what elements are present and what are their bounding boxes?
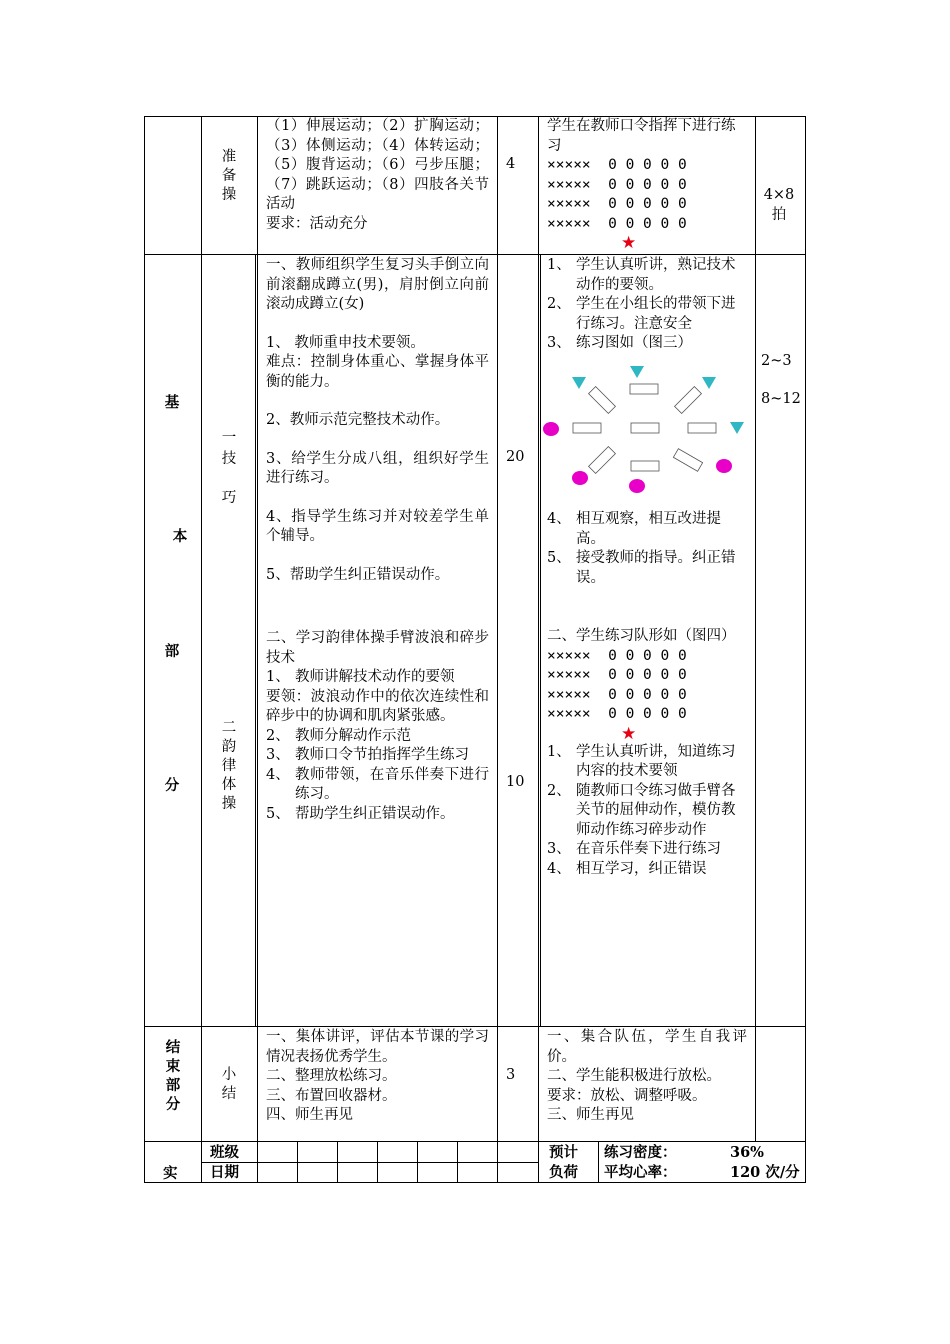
- warmup-time: 4: [506, 156, 516, 172]
- item-num: 1、: [266, 669, 290, 685]
- content-item: [266, 727, 489, 747]
- rhythm-org: [547, 627, 747, 879]
- org-text: 接受教师的指导。纠正错误。: [576, 550, 736, 586]
- org-text: 相互观察，相互改进提高。: [576, 511, 721, 547]
- footer-hr-value: 120 次/分: [730, 1164, 800, 1181]
- formation-row: ××××× 0 0 0 0 0: [547, 706, 687, 722]
- item-text: 教师讲解技术动作的要领: [295, 669, 455, 685]
- content-line: 一、集体讲评，评估本节课的学习情况表扬优秀学生。: [266, 1029, 489, 1065]
- formation-row: ××××× 0 0 0 0 0: [547, 196, 687, 212]
- basic-part-char: 分: [164, 777, 180, 794]
- rule-v2: [201, 116, 202, 1183]
- content-item: [266, 746, 489, 766]
- org-item: [547, 840, 747, 860]
- item-text: 教师口令节拍指挥学生练习: [295, 747, 469, 763]
- rhythm-category-char: 操: [221, 796, 237, 812]
- item-num: 2、: [266, 727, 290, 744]
- tumbling-time: 20: [506, 449, 525, 465]
- org-item: [547, 295, 747, 334]
- tumbling-org: [547, 256, 747, 354]
- footer-grid-v: [377, 1141, 378, 1182]
- org-intro: 二、学生练习队形如（图四）: [547, 628, 736, 644]
- org-num: 4、: [547, 511, 571, 527]
- rule-basic-bottom: [144, 1026, 806, 1027]
- end-category: [219, 1066, 239, 1104]
- org-item: [547, 549, 747, 588]
- warmup-load: 4×8拍: [763, 187, 795, 223]
- footer-grid-v: [497, 1141, 498, 1182]
- formation-row: ××××× 0 0 0 0 0: [547, 176, 687, 193]
- item-num: 4、: [266, 766, 290, 783]
- end-part-char: 部: [165, 1077, 181, 1094]
- item-num: 5、: [266, 805, 290, 822]
- formation-row: ××××× 0 0 0 0 0: [547, 215, 687, 232]
- content-item: [266, 766, 489, 805]
- rule-footer-mid: [201, 1162, 538, 1163]
- end-category-char: 结: [221, 1086, 237, 1102]
- end-org: [547, 1028, 747, 1126]
- rhythm-category-char: 韵: [221, 739, 237, 755]
- mat-rect: [630, 384, 658, 394]
- footer-hr-label: 平均心率：: [604, 1164, 677, 1181]
- basic-part-char: 本: [172, 528, 188, 545]
- warmup-category: 准备操: [221, 149, 237, 203]
- circle-marker-icon: [543, 422, 559, 436]
- warmup-content-line: （1）伸展运动；（2）扩胸运动；（3）体侧运动；（4）体转运动；（5）腹背运动；（6）弓步压腿；（7）跳跃运动；（8）四肢各关节活动: [266, 118, 489, 212]
- footer-grid-v: [297, 1141, 298, 1182]
- org-item: [547, 860, 747, 880]
- org-num: 2、: [547, 782, 571, 799]
- formation-row: ××××× 0 0 0 0 0: [547, 647, 687, 664]
- triangle-marker-icon: [572, 377, 586, 389]
- org-num: 4、: [547, 860, 571, 877]
- content-line: 三、布置回收器材。: [266, 1087, 397, 1104]
- org-text: 相互学习，纠正错误: [576, 860, 707, 877]
- footer-part: 实: [163, 1165, 178, 1182]
- content-line: 二、学习韵律体操手臂波浪和碎步技术: [266, 630, 489, 666]
- item-num: 3、: [266, 747, 290, 763]
- footer-density-value: 36%: [730, 1144, 764, 1161]
- tumbling-category-char: 巧: [221, 490, 237, 506]
- tumbling-category-char: 技: [221, 451, 237, 467]
- end-time: 3: [506, 1067, 516, 1083]
- teacher-star-icon: ★: [621, 723, 637, 744]
- rhythm-category-char: 二: [221, 720, 237, 736]
- teacher-star-icon: ★: [621, 233, 637, 253]
- org-num: 3、: [547, 335, 571, 351]
- rule-v6: [755, 116, 756, 1141]
- org-num: 5、: [547, 550, 571, 566]
- org-line: 二、学生能积极进行放松。: [547, 1068, 721, 1084]
- tumbling-content: [266, 256, 489, 585]
- formation-row: ××××× 0 0 0 0 0: [547, 686, 687, 703]
- basic-part-char: 部: [164, 643, 180, 660]
- tumbling-load-sets: 2~3: [761, 353, 792, 369]
- org-text: 练习图如（图三）: [576, 335, 692, 351]
- org-num: 1、: [547, 257, 571, 273]
- content-line: 5、帮助学生纠正错误动作。: [266, 566, 450, 583]
- content-line: 4、指导学生练习并对较差学生单个辅导。: [266, 508, 489, 544]
- org-text: 学生认真听讲，知道练习内容的技术要领: [576, 743, 736, 779]
- rule-v3: [257, 116, 258, 1183]
- org-text: 学生在小组长的带领下进行练习。注意安全: [576, 296, 736, 332]
- rule-v5: [538, 116, 539, 1183]
- content-line: 二、整理放松练习。: [266, 1068, 397, 1084]
- formation-row: ××××× 0 0 0 0 0: [547, 157, 687, 173]
- org-text: 学生认真听讲，熟记技术动作的要领。: [576, 257, 736, 293]
- org-item: [547, 256, 747, 295]
- org-text: 在音乐伴奏下进行练习: [576, 841, 721, 857]
- rhythm-category-char: 律: [221, 758, 237, 774]
- end-part-char: 结: [165, 1039, 181, 1056]
- content-line: 要领：波浪动作中的依次连续性和碎步中的协调和肌肉紧张感。: [266, 688, 489, 724]
- org-num: 3、: [547, 841, 571, 857]
- footer-grid-v: [598, 1141, 599, 1182]
- circle-marker-icon: [629, 479, 645, 493]
- formation-row: ××××× 0 0 0 0 0: [547, 667, 687, 683]
- org-item: [547, 743, 747, 782]
- footer-load-label-2: 负荷: [549, 1164, 578, 1181]
- org-text: 随教师口令练习做手臂各关节的屈伸动作，模仿教师动作练习碎步动作: [576, 782, 736, 838]
- rule-v3b: [255, 254, 256, 1026]
- mat-rect: [573, 423, 601, 433]
- rule-footer-bottom: [144, 1182, 806, 1183]
- triangle-marker-icon: [702, 377, 716, 389]
- rule-v7: [805, 116, 806, 1183]
- content-line: 3、给学生分成八组，组织好学生进行练习。: [266, 450, 489, 486]
- org-num: 2、: [547, 296, 571, 312]
- footer-density-label: 练习密度：: [604, 1144, 677, 1161]
- mat-rect: [673, 449, 702, 472]
- rhythm-time: 10: [506, 774, 525, 790]
- circle-marker-icon: [572, 471, 588, 485]
- footer-grid-v: [337, 1141, 338, 1182]
- mat-rect: [589, 447, 616, 474]
- footer-grid-v: [417, 1141, 418, 1182]
- content-item: [266, 805, 489, 825]
- triangle-marker-icon: [630, 366, 644, 378]
- warmup-content-line: 要求：活动充分: [266, 215, 368, 232]
- rule-v1: [144, 116, 145, 1183]
- content-line: 2、教师示范完整技术动作。: [266, 412, 450, 428]
- footer-load-label-1: 预计: [549, 1144, 578, 1161]
- mat-rect: [688, 423, 716, 433]
- warmup-org-intro: 学生在教师口令指挥下进行练习: [547, 118, 736, 154]
- org-item: [547, 334, 747, 354]
- mat-rect: [631, 423, 659, 433]
- basic-part-char: 基: [164, 394, 180, 411]
- end-category-char: 小: [221, 1067, 237, 1083]
- content-line: 难点：控制身体重心、掌握身体平衡的能力。: [266, 354, 489, 390]
- tumbling-load-reps: 8~12: [761, 391, 801, 407]
- org-line: 三、师生再见: [547, 1107, 634, 1123]
- content-line: 一、教师组织学生复习头手倒立向前滚翻成蹲立(男)，肩肘倒立向前滚动成蹲立(女): [266, 257, 489, 312]
- footer-class-label: 班级: [210, 1144, 239, 1161]
- item-text: 教师分解动作示范: [295, 727, 411, 744]
- circle-marker-icon: [716, 459, 732, 473]
- content-item: [266, 668, 489, 688]
- mat-rect: [631, 461, 659, 471]
- org-num: 1、: [547, 743, 571, 760]
- org-line: 一、集合队伍，学生自我评价。: [547, 1029, 747, 1065]
- footer-date-label: 日期: [210, 1164, 239, 1181]
- end-content: [266, 1028, 489, 1126]
- end-part: [163, 1038, 183, 1114]
- warmup-content: [266, 117, 489, 234]
- org-item: [547, 782, 747, 841]
- rule-end-bottom: [144, 1141, 806, 1142]
- content-line: 四、师生再见: [266, 1107, 353, 1123]
- rule-v4-end: [497, 1026, 498, 1141]
- tumbling-org-2: [547, 510, 747, 588]
- warmup-org: [547, 117, 747, 252]
- rhythm-content: [266, 629, 489, 824]
- footer-grid-v: [457, 1141, 458, 1182]
- item-text: 帮助学生纠正错误动作。: [295, 805, 455, 822]
- item-text: 教师带领，在音乐伴奏下进行练习。: [295, 766, 489, 802]
- practice-diagram: [538, 360, 755, 495]
- triangle-marker-icon: [730, 422, 744, 434]
- tumbling-category-char: 一: [221, 430, 237, 446]
- end-part-char: 分: [165, 1096, 181, 1113]
- end-part-char: 束: [165, 1058, 181, 1075]
- mat-rect: [589, 387, 616, 414]
- rule-warmup-bottom: [144, 254, 806, 255]
- org-item: [547, 510, 747, 549]
- rule-v4: [497, 116, 498, 1026]
- org-line: 要求：放松、调整呼吸。: [547, 1087, 707, 1104]
- mat-rect: [675, 387, 702, 414]
- rhythm-category-char: 体: [221, 777, 237, 793]
- content-line: 1、 教师重申技术要领。: [266, 334, 425, 351]
